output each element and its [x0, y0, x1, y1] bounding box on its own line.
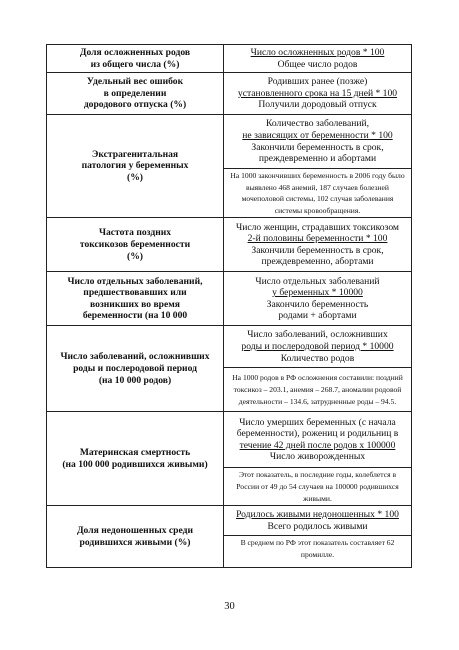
title-line: Число отдельных заболеваний, — [67, 275, 203, 287]
title-line: родившихся живыми (%) — [79, 536, 191, 548]
title-line: токсикозов беременности — [79, 239, 191, 251]
indicator-formula — [224, 73, 412, 115]
title-line: (на 100 000 родившихся живыми) — [62, 458, 208, 470]
formula-numerator: роды и послеродовой период * 10000 — [241, 341, 394, 353]
table-row — [47, 412, 412, 468]
formula-numerator: течение 42 дней после родов х 100000 — [239, 439, 396, 451]
indicator-formula — [224, 45, 412, 73]
title-line: Доля недоношенных среди — [76, 525, 194, 537]
title-line: Удельный вес ошибок — [86, 76, 184, 88]
formula-numerator-text: Число заболеваний, осложнивших — [247, 329, 388, 341]
title-line: предшествовавших или — [83, 287, 187, 299]
formula-denominator: преждевременно, абортами — [261, 256, 374, 268]
indicator-formula — [224, 115, 412, 169]
formula-numerator: Число осложненных родов * 100 — [250, 46, 385, 58]
title-line: возникших во время — [90, 298, 180, 310]
indicator-formula — [224, 218, 412, 272]
indicator-formula — [224, 412, 412, 468]
indicator-formula — [224, 272, 412, 326]
title-line: Экстрагенитальная — [91, 148, 179, 160]
indicator-title — [47, 218, 224, 272]
formula-denominator: Закончили беременность в срок, — [251, 141, 384, 153]
formula-numerator: у беременных * 10000 — [272, 287, 363, 299]
indicator-title — [47, 506, 224, 568]
indicator-note: На 1000 родов в РФ осложнения составили: поздний токсикоз – 203.1, анемия – 268.7, аномалии родовой деятельности – 134.6, затрудненные роды – 94.5. — [224, 368, 412, 412]
page-number: 30 — [224, 601, 235, 612]
table-row — [47, 115, 412, 169]
table-row — [47, 218, 412, 272]
title-line: беременности (на 10 000 — [82, 310, 188, 322]
formula-denominator: Получили дородовый отпуск — [258, 99, 377, 111]
indicator-note: На 1000 закончивших беременность в 2006 году было выявлено 468 анемий, 187 случаев болезней мочеполовой системы, 102 случая заболевания системы кровообращения. — [224, 169, 412, 218]
table-row — [47, 326, 412, 368]
title-line: роды и послеродовой период — [73, 363, 197, 375]
formula-numerator-text: Родивших ранее (позже) — [267, 76, 368, 88]
formula-numerator: Родилось живыми недоношенных * 100 — [236, 509, 399, 521]
indicator-note: Этот показатель, в последние годы, колеблется в России от 49 до 54 случаев на 100000 родившихся живыми. — [224, 468, 412, 506]
table-row — [47, 506, 412, 536]
formula-numerator: не зависящих от беременности * 100 — [242, 129, 393, 141]
title-line: (%) — [127, 171, 143, 183]
indicator-title — [47, 45, 224, 73]
title-line: из общего числа (%) — [90, 58, 180, 70]
indicator-formula — [224, 326, 412, 368]
indicator-note: В среднем по РФ этот показатель составляет 62 промилле. — [224, 536, 412, 568]
title-line: патология у беременных — [81, 160, 189, 172]
formula-denominator: Закончили беременность в срок, — [251, 244, 384, 256]
formula-denominator: Количество родов — [280, 352, 355, 364]
formula-numerator-text: Число женщин, страдавших токсикозом — [235, 221, 400, 233]
formula-denominator: Число живорожденных — [269, 451, 366, 463]
table-row — [47, 272, 412, 326]
indicators-table — [46, 44, 412, 568]
formula-numerator-text: Число умерших беременных (с начала беременности), рожениц и родильниц в — [236, 416, 399, 440]
indicator-title — [47, 326, 224, 412]
title-line: в определении — [103, 87, 167, 99]
formula-denominator: Общее число родов — [277, 58, 358, 70]
formula-denominator: преждевременно и абортами — [258, 153, 377, 165]
indicator-title — [47, 115, 224, 218]
title-line: (%) — [127, 250, 143, 262]
indicator-formula — [224, 506, 412, 536]
title-line: Частота поздних — [98, 227, 172, 239]
indicator-title — [47, 272, 224, 326]
table-row — [47, 73, 412, 115]
formula-denominator: родами + абортами — [278, 310, 357, 322]
formula-numerator: 2-й половины беременности * 100 — [247, 233, 388, 245]
title-line: (на 10 000 родов) — [98, 374, 172, 386]
formula-denominator: Закончило беременность — [266, 298, 369, 310]
title-line: Материнская смертность — [79, 447, 191, 459]
table-row — [47, 45, 412, 73]
title-line: Число заболеваний, осложнивших — [60, 351, 210, 363]
indicator-title — [47, 412, 224, 506]
title-line: дородового отпуска (%) — [83, 99, 187, 111]
formula-denominator: Всего родилось живыми — [267, 520, 368, 532]
formula-numerator-text: Число отдельных заболеваний — [255, 275, 380, 287]
indicator-title — [47, 73, 224, 115]
formula-numerator: установленного срока на 15 дней * 100 — [237, 87, 398, 99]
title-line: Доля осложненных родов — [79, 46, 191, 58]
formula-numerator-text: Количество заболеваний, — [265, 118, 370, 130]
